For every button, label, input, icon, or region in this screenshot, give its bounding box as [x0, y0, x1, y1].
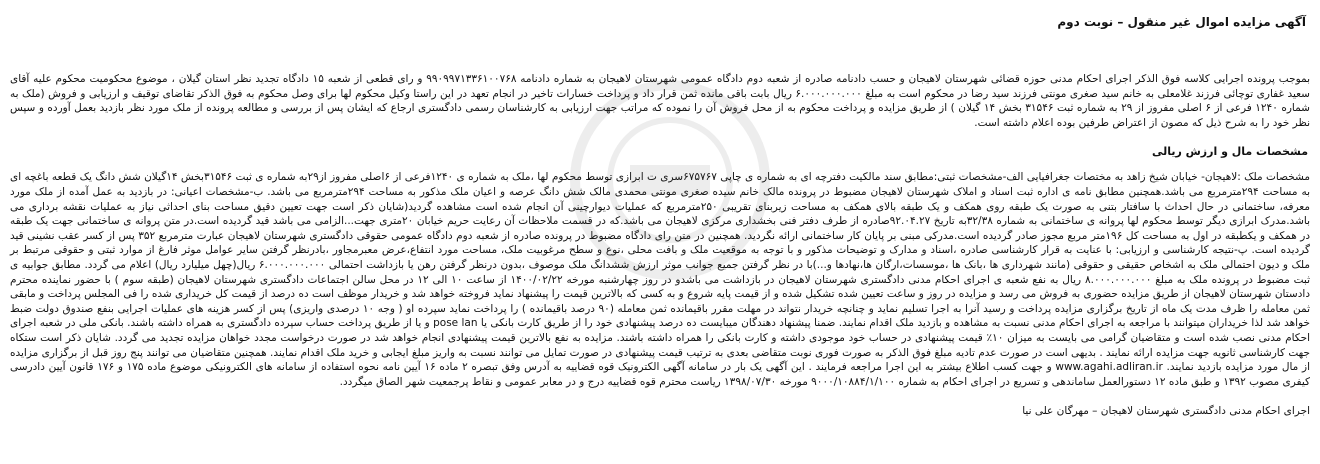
notice-body-paragraph: مشخصات ملک :لاهیجان- خیابان شیخ زاهد به مختصات جغرافیایی الف-مشخصات ثبتی:مطابق سند مالکیت دفترچه ای به شماره ی چاپی ۶۷۵۷۶۷سری ت ابرازی توسط محکوم لها ،ملک به شماره ی ۱۲۴۰فرعی از ۶اصلی مفروز از۲۹به شماره ی ثبت ۳۱۵۴۶بخش ۱۴گیلان شش دانگ یک قطعه باغچه ای به مساحت ۲۹۴مترمربع می باشد.همچنین مطابق نامه ی اداره ثبت اسناد و املاک شهرستان لاهیجان مضبوط در پرونده مالک خانم سیده صغری مونتی محمدی مالک شش دانگ عرصه و اعیان ملک مذکور به مساحت ۲۹۴مترمربع می باشد. ب-مشخصات اعیانی: در بازدید به عمل آمده از ملک مورد معرفه، ساختمانی در حال احداث با سافتار بتنی به صورت یک طبقه روی همکف و یک طبقه بالای همکف به مساحت زیربنای تقریبی ۲۵۰مترمربع که عملیات دیوارچینی آن انجام شده است مشاهده گردید(شایان ذکر است جهت تعیین دقیق مساحت بنای احداثی نیاز به عملیات نقشه برداری می باشد.مدرک ابرازی دیگر توسط محکوم لها پروانه ی ساختمانی به شماره ۳۲/۳۸به تاریخ ۹۲.۰۴.۲۷صادره از طرف دفتر فنی بخشداری مرکزی لاهیجان می باشد.که در قسمت ملاحظات آن رعایت حریم خیابان ۲۰متری جهت...الزامی می باشد قید گردیده است.در متن پروانه ی ساختمانی جهت یک طبقه در همکف و یکطبقه در اول به مساحت کل ۱۹۶متر مربع مجوز صادر گردیده است.مدرکی مبنی بر پایان کار ساختمانی ارائه نگردید. همچنین در متن رای دادگاه مضبوط در پرونده صادره از شعبه دوم دادگاه عمومی حقوقی دادگستری شهرستان لاهیجان عبارت مترمربع ۳۵۲ پس از کسر عقب نشینی قید گردیده است. پ-نتیجه کارشناسی و ارزیابی: با عنایت به قرار کارشناسی صادره ،اسناد و مدارک و توضیحات مذکور و با توجه به موقعیت ملک و بافت محلی ،نوع و سطح مرغوبیت ملک، مساحت مورد انتفاع،عرض معبرمجاور ،بادرنظر گرفتن سایر عوامل موثر فارغ از موارد ثبتی و حقوقی مرتبط بر ملک و دیون احتمالی ملک به اشخاص حقیقی و حقوقی (مانند شهرداری ها ،بانک ها ،موسسات،ارگان ها،نهادها و...)با در نظر گرفتن جمیع جوانب موثر ارزش ششدانگ ملک موصوف ،بدون درنظر گرفتن رهن یا بازداشت احتمالی ۶.۰۰۰.۰۰۰.۰۰۰ ریال(چهل میلیارد ریال) اعلام می گردد. مطابق جوابیه ی ثبت مضبوط در پرونده ملک به مبلغ ۸.۰۰۰.۰۰۰.۰۰۰ ریال به نفع شعبه ی اجرای احکام مدنی دادگستری شهرستان لاهیجان در بازداشت می باشدو در روز چهارشنبه مورخه ۱۴۰۰/۰۲/۲۲ از ساعت ۱۰ الی ۱۲ در محل سالن اجتماعات دادگستری شهرستان لاهیجان (طبقه سوم ) با حضور نماینده محترم دادستان شهرستان لاهیجان از طریق مزایده حضوری به فروش می رسد و مزایده در روز و ساعت تعیین شده تشکیل شده و از قیمت پایه شروع و به کسی که بالاترین قیمت را پیشنهاد نماید فروخته خواهد شد و خریدار موظف است ده درصد از قیمت کل خریداری شده را فی المجلس پرداخت و مابقی ثمن معامله را ظرف مدت یک ماه از تاریخ برگزاری مزایده پرداخت و رسید آنرا به اجرا تسلیم نماید و چنانچه خریدار نتواند در مهلت مقرر باقیمانده ثمن معامله (۹۰ درصد باقیمانده ) را پرداخت نماید سپرده او ( وجه ۱۰ درصدی واریزی) پس از کسر هزینه های عملیات اجرایی بنفع صندوق دولت ضبط خواهد شد لذا خریداران میتوانند با مراجعه به اجرای احکام مدنی نسبت به مشاهده و بازدید ملک اقدام نمایند. ضمنا پیشنهاد دهندگان میبایست ده درصد پیشنهادی خود را از طریق کارت بانکی یا pose lan و یا از طریق پرداخت حساب سپرده دادگستری به همراه داشته باشند. بانکی ملی در شعبه اجرای احکام مدنی نصب شده است و متقاضیان گرامی می بایست به میزان ۱۰٪ قیمت پیشنهادی در حساب خود موجودی داشته و کارت بانکی را همراه داشته باشند. مزایده به نفع بالاترین قیمت پیشنهادی انجام خواهد شد در صورت درخواست مجدد خواهان مزایده تجدید می گردد. شایان ذکر است ستکاه جهت کارشناسی ثانویه جهت مزایده ارائه نمایند . بدیهی است در صورت عدم تادیه مبلغ فوق الذکر به صورت فوری نوبت متقاضی بعدی به ترتیب قیمت پیشنهادی در صورت تمایل می توانند نسبت به واریز مبلغ ایجابی و خرید ملک اقدام نمایند. همچنین متقاضیان می توانند پنج روز قبل از برگزاری مزایده از مال مورد مزایده بازدید نمایند. www.agahi.adliran.ir و جهت کسب اطلاع بیشتر به این اجرا مراجعه فرمایند . این آگهی یک بار در سامانه آگهی الکترونیک قوه قضاییه به آدرس وفق تبصره ۲ ماده ۱۶ آیین نامه نحوه استفاده از سامانه های الکترونیکی موضوع ماده ۱۷۵ و ۱۷۶ قانون آیین دادرسی کیفری مصوب ۱۳۹۲ و طبق ماده ۱۲ دستورالعمل ساماندهی و تسریع در اجرای احکام به شماره ۹۰۰۰/۱۰۸۸۴/۱/۱۰۰ مورخه ۱۳۹۸/۰۷/۳۰ ریاست محترم قوه قضاییه درج و در معابر عمومی و نقاط پرجمعیت شهر الصاق میگردد. [10, 171, 1311, 388]
notice-intro-paragraph: بموجب پرونده اجرایی کلاسه فوق الذکر اجرای احکام مدنی حوزه قضائی شهرستان لاهیجان و حسب دادنامه صادره از شعبه دوم دادگاه عمومی شهرستان لاهیجان به شماره دادنامه ۹۹۰۹۹۷۱۳۳۶۱۰۰۷۶۸ و رای قطعی از شعبه ۱۵ دادگاه تجدید نظر استان گیلان ، موضوع محکومیت محکوم علیه آقای سعید غفاری توچائی فرزند غلامعلی به خانم سید صغری مونتی فرزند سید رضا در محکوم است به مبلغ ۶.۰۰۰.۰۰۰.۰۰۰ ریال بابت باقی مانده ثمن قرار داد و پرداخت خسارات تاخیر در انجام تعهد در این راستا وکیل محکوم لها برای وصل محکوم به فوق الذکر تقاضای توقیف و ارزیابی و فروش (ملک به شماره ۱۲۴۰ فرعی از ۶ اصلی مفروز از ۲۹ به شماره ثبت ۳۱۵۴۶ بخش ۱۴ گیلان ) از طریق مزایده و پرداخت محکوم به از محل فروش آن را نموده که مراتب جهت ارزیابی به کارشناسان رسمی دادگستری ارجاع که ایشان پس از بررسی و مطالعه پرونده از ملک مورد نظر بازدید بعمل آورده و سپس نظر خود را به شرح ذیل که مصون از اعتراض طرفین بوده اعلام داشته است. [10, 73, 1310, 129]
property-specs-heading: مشخصات مال و ارزش ریالی [1151, 145, 1308, 159]
issuer-signature: اجرای احکام مدنی دادگستری شهرستان لاهیجان – مهرگان علی نیا [1022, 405, 1310, 418]
notice-title: آگهی مزایده اموال غیر منقول – نوبت دوم [1057, 15, 1306, 29]
